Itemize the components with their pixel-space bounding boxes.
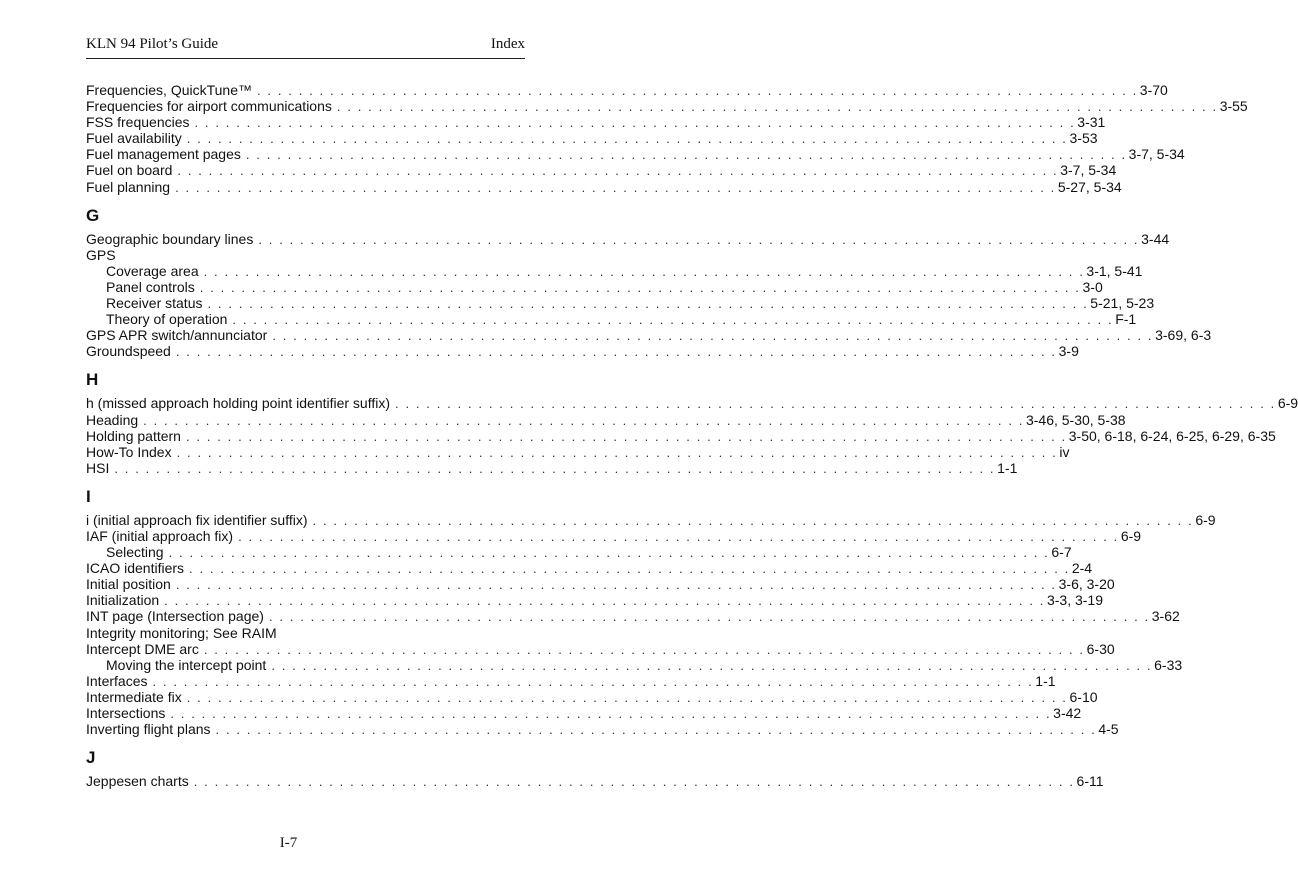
entry-term: Geographic boundary lines [86,230,254,247]
entry-pages: 6-9 [1120,527,1142,544]
entry-term: Theory of operation [106,311,228,328]
entry-pages: 3-6, 3-20 [1058,576,1115,593]
index-subentry [86,278,1103,295]
entry-term: Fuel availability [86,130,182,147]
entry-term: Intermediate fix [86,688,182,705]
index-entry [86,146,1185,163]
entry-term: Holding pattern [86,427,181,444]
entry-term: Intersections [86,705,166,721]
entry-term: Frequencies, QuickTune™ [86,82,252,98]
entry-term: Jeppesen charts [86,773,189,790]
index-entry [86,130,1098,147]
index-entry [86,427,1276,444]
index-entry [86,705,1082,721]
index-subentry [86,311,1137,328]
index-entry [86,411,1126,428]
index-entry [86,327,1212,344]
section-letter: G [86,205,100,225]
entry-pages: iv [1059,443,1070,460]
entry-pages: 5-27, 5-34 [1057,178,1122,195]
dot-leader: . . . . . . . . . . . . . . . . . . . . . . . . . . . . . . . . . . . . . . . . . . . . . . . . . . . . . . . . . . . . . . . . . . . . . . . . . . . . . . . . . . . . . [164,593,1045,609]
entry-term: FSS frequencies [86,114,190,131]
dot-leader: . . . . . . . . . . . . . . . . . . . . . . . . . . . . . . . . . . . . . . . . . . . . . . . . . . . . . . . . . . . . . . . . . . . . . . . . . . . . . . . . . . . . . [143,412,1024,428]
entry-pages: 6-10 [1069,688,1098,705]
entry-term: Fuel management pages [86,146,241,163]
dot-leader: . . . . . . . . . . . . . . . . . . . . . . . . . . . . . . . . . . . . . . . . . . . . . . . . . . . . . . . . . . . . . . . . . . . . . . . . . . . . . . . . . . . . . [257,83,1138,98]
entry-term: Fuel planning [86,178,171,195]
entry-term: GPS [86,246,116,263]
entry-pages: 3-50, 6-18, 6-24, 6-25, 6-29, 6-35 [1068,427,1276,444]
dot-leader: . . . . . . . . . . . . . . . . . . . . . . . . . . . . . . . . . . . . . . . . . . . . . . . . . . . . . . . . . . . . . . . . . . . . . . . . . . . . . . . . . . . . . [312,512,1194,528]
index-entry [86,721,1119,738]
index-entry [86,640,1115,657]
entry-term: h (missed approach holding point identifier suffix) [86,395,391,412]
index-subentry [86,295,1155,312]
entry-term: INT page (Intersection page) [86,608,264,625]
entry-term: Integrity monitoring; See RAIM [86,624,277,641]
dot-leader: . . . . . . . . . . . . . . . . . . . . . . . . . . . . . . . . . . . . . . . . . . . . . . . . . . . . . . . . . . . . . . . . . . . . . . . . . . . . . . . . . . . . . [268,609,1150,625]
index-entry [86,672,1056,689]
index-list [86,82,1298,790]
dot-leader: . . . . . . . . . . . . . . . . . . . . . . . . . . . . . . . . . . . . . . . . . . . . . . . . . . . . . . . . . . . . . . . . . . . . . . . . . . . . . . . . . . . . . [193,774,1075,790]
dot-leader: . . . . . . . . . . . . . . . . . . . . . . . . . . . . . . . . . . . . . . . . . . . . . . . . . . . . . . . . . . . . . . . . . . . . . . . . . . . . . . . . . . . . . [336,99,1218,115]
index-entry [86,98,1248,115]
entry-pages: F-1 [1115,311,1137,328]
entry-pages: 3-3, 3-19 [1046,592,1103,609]
dot-leader: . . . . . . . . . . . . . . . . . . . . . . . . . . . . . . . . . . . . . . . . . . . . . . . . . . . . . . . . . . . . . . . . . . . . . . . . . . . . . . . . . . . . . [186,131,1068,147]
dot-leader: . . . . . . . . . . . . . . . . . . . . . . . . . . . . . . . . . . . . . . . . . . . . . . . . . . . . . . . . . . . . . . . . . . . . . . . . . . . . . . . . . . . . . [271,657,1153,673]
index-entry [86,459,1018,476]
dot-leader: . . . . . . . . . . . . . . . . . . . . . . . . . . . . . . . . . . . . . . . . . . . . . . . . . . . . . . . . . . . . . . . . . . . . . . . . . . . . . . . . . . . . . [207,296,1089,312]
dot-leader: . . . . . . . . . . . . . . . . . . . . . . . . . . . . . . . . . . . . . . . . . . . . . . . . . . . . . . . . . . . . . . . . . . . . . . . . . . . . . . . . . . . . . [168,545,1050,561]
entry-pages: 3-70 [1139,82,1168,98]
dot-leader: . . . . . . . . . . . . . . . . . . . . . . . . . . . . . . . . . . . . . . . . . . . . . . . . . . . . . . . . . . . . . . . . . . . . . . . . . . . . . . . . . . . . . [215,722,1097,738]
guide-title: KLN 94 Pilot’s Guide [86,36,219,52]
entry-term: Fuel on board [86,162,173,179]
entry-pages: 4-5 [1098,721,1119,738]
page-number: I-7 [279,835,298,851]
entry-pages: 3-69, 6-3 [1155,327,1212,344]
entry-pages: 3-46, 5-30, 5-38 [1025,411,1126,428]
entry-pages: 6-11 [1076,773,1104,790]
entry-term: i (initial approach fix identifier suffix) [86,511,308,528]
dot-leader: . . . . . . . . . . . . . . . . . . . . . . . . . . . . . . . . . . . . . . . . . . . . . . . . . . . . . . . . . . . . . . . . . . . . . . . . . . . . . . . . . . . . . [186,689,1068,705]
entry-term: Receiver status [106,295,203,312]
section-letter: H [86,370,99,390]
dot-leader: . . . . . . . . . . . . . . . . . . . . . . . . . . . . . . . . . . . . . . . . . . . . . . . . . . . . . . . . . . . . . . . . . . . . . . . . . . . . . . . . . . . . . [203,263,1085,279]
entry-term: GPS APR switch/annunciator [86,327,268,344]
dot-leader: . . . . . . . . . . . . . . . . . . . . . . . . . . . . . . . . . . . . . . . . . . . . . . . . . . . . . . . . . . . . . . . . . . . . . . . . . . . . . . . . . . . . . [114,460,996,476]
index-entry [86,230,1170,247]
header-section-label: Index [490,36,525,52]
entry-term: IAF (initial approach fix) [86,527,234,544]
index-entry [86,560,1093,577]
dot-leader: . . . . . . . . . . . . . . . . . . . . . . . . . . . . . . . . . . . . . . . . . . . . . . . . . . . . . . . . . . . . . . . . . . . . . . . . . . . . . . . . . . . . . [177,163,1059,179]
index-entry [86,114,1106,131]
entry-pages: 3-55 [1219,98,1248,115]
dot-leader: . . . . . . . . . . . . . . . . . . . . . . . . . . . . . . . . . . . . . . . . . . . . . . . . . . . . . . . . . . . . . . . . . . . . . . . . . . . . . . . . . . . . . [152,673,1034,689]
dot-leader: . . . . . . . . . . . . . . . . . . . . . . . . . . . . . . . . . . . . . . . . . . . . . . . . . . . . . . . . . . . . . . . . . . . . . . . . . . . . . . . . . . . . . [185,428,1067,444]
entry-pages: 3-7, 5-34 [1128,146,1185,163]
dot-leader: . . . . . . . . . . . . . . . . . . . . . . . . . . . . . . . . . . . . . . . . . . . . . . . . . . . . . . . . . . . . . . . . . . . . . . . . . . . . . . . . . . . . . [238,528,1119,544]
entry-pages: 6-33 [1154,656,1183,673]
entry-term: Intercept DME arc [86,640,199,657]
entry-pages: 3-42 [1053,705,1082,721]
entry-pages: 3-1, 5-41 [1086,262,1143,279]
index-entry [86,247,518,263]
dot-leader: . . . . . . . . . . . . . . . . . . . . . . . . . . . . . . . . . . . . . . . . . . . . . . . . . . . . . . . . . . . . . . . . . . . . . . . . . . . . . . . . . . . . . [245,147,1127,163]
dot-leader: . . . . . . . . . . . . . . . . . . . . . . . . . . . . . . . . . . . . . . . . . . . . . . . . . . . . . . . . . . . . . . . . . . . . . . . . . . . . . . . . . . . . . [395,396,1276,412]
dot-leader: . . . . . . . . . . . . . . . . . . . . . . . . . . . . . . . . . . . . . . . . . . . . . . . . . . . . . . . . . . . . . . . . . . . . . . . . . . . . . . . . . . . . . [272,328,1154,344]
entry-pages: 3-0 [1082,278,1103,295]
dot-leader: . . . . . . . . . . . . . . . . . . . . . . . . . . . . . . . . . . . . . . . . . . . . . . . . . . . . . . . . . . . . . . . . . . . . . . . . . . . . . . . . . . . . . [175,344,1057,360]
running-header [86,36,525,59]
dot-leader: . . . . . . . . . . . . . . . . . . . . . . . . . . . . . . . . . . . . . . . . . . . . . . . . . . . . . . . . . . . . . . . . . . . . . . . . . . . . . . . . . . . . . [232,312,1114,328]
entry-pages: 2-4 [1071,560,1093,577]
entry-pages: 1-1 [997,459,1018,476]
entry-pages: 6-9 [1277,395,1298,412]
index-subentry [86,656,1183,673]
entry-term: How-To Index [86,443,172,460]
entry-pages: 5-21, 5-23 [1090,295,1155,312]
entry-pages: 3-53 [1069,130,1098,147]
index-entry [86,443,1070,460]
index-entry [86,178,1122,195]
dot-leader: . . . . . . . . . . . . . . . . . . . . . . . . . . . . . . . . . . . . . . . . . . . . . . . . . . . . . . . . . . . . . . . . . . . . . . . . . . . . . . . . . . . . . [170,706,1052,721]
section-letter: I [86,486,91,506]
dot-leader: . . . . . . . . . . . . . . . . . . . . . . . . . . . . . . . . . . . . . . . . . . . . . . . . . . . . . . . . . . . . . . . . . . . . . . . . . . . . . . . . . . . . . [203,641,1085,657]
index-entry [86,527,1142,544]
index-subentry [86,544,1072,561]
index-entry [86,625,518,641]
dot-leader: . . . . . . . . . . . . . . . . . . . . . . . . . . . . . . . . . . . . . . . . . . . . . . . . . . . . . . . . . . . . . . . . . . . . . . . . . . . . . . . . . . . . . [258,231,1140,247]
dot-leader: . . . . . . . . . . . . . . . . . . . . . . . . . . . . . . . . . . . . . . . . . . . . . . . . . . . . . . . . . . . . . . . . . . . . . . . . . . . . . . . . . . . . . [175,179,1056,195]
entry-pages: 1-1 [1035,672,1056,689]
index-entry [86,82,1168,98]
index-entry [86,395,1298,412]
index-entry [86,511,1216,528]
entry-pages: 3-44 [1141,230,1170,247]
entry-term: Selecting [106,544,164,561]
entry-term: Initial position [86,576,171,593]
dot-leader: . . . . . . . . . . . . . . . . . . . . . . . . . . . . . . . . . . . . . . . . . . . . . . . . . . . . . . . . . . . . . . . . . . . . . . . . . . . . . . . . . . . . . [194,115,1076,131]
entry-pages: 3-7, 5-34 [1060,162,1117,179]
entry-pages: 6-30 [1086,640,1115,657]
entry-term: ICAO identifiers [86,560,185,577]
entry-term: Groundspeed [86,343,171,360]
index-entry [86,576,1115,593]
entry-pages: 6-9 [1195,511,1216,528]
dot-leader: . . . . . . . . . . . . . . . . . . . . . . . . . . . . . . . . . . . . . . . . . . . . . . . . . . . . . . . . . . . . . . . . . . . . . . . . . . . . . . . . . . . . . [189,561,1070,577]
entry-pages: 3-62 [1151,608,1180,625]
index-subentry [86,262,1143,279]
entry-pages: 6-7 [1051,544,1072,561]
index-entry [86,773,1104,790]
entry-pages: 3-31 [1077,114,1106,131]
index-entry [86,343,1079,360]
dot-leader: . . . . . . . . . . . . . . . . . . . . . . . . . . . . . . . . . . . . . . . . . . . . . . . . . . . . . . . . . . . . . . . . . . . . . . . . . . . . . . . . . . . . . [175,577,1057,593]
index-entry [86,592,1103,609]
index-entry [86,688,1098,705]
entry-pages: 3-9 [1058,343,1079,360]
index-entry [86,608,1180,625]
entry-term: Interfaces [86,672,148,689]
section-letter: J [86,748,96,768]
entry-term: Panel controls [106,278,195,295]
entry-term: Frequencies for airport communications [86,98,332,115]
dot-leader: . . . . . . . . . . . . . . . . . . . . . . . . . . . . . . . . . . . . . . . . . . . . . . . . . . . . . . . . . . . . . . . . . . . . . . . . . . . . . . . . . . . . . [199,279,1081,295]
entry-term: Moving the intercept point [106,656,267,673]
entry-term: Initialization [86,592,160,609]
entry-term: HSI [86,459,110,476]
entry-term: Heading [86,411,139,428]
entry-term: Coverage area [106,262,199,279]
entry-term: Inverting flight plans [86,721,211,738]
dot-leader: . . . . . . . . . . . . . . . . . . . . . . . . . . . . . . . . . . . . . . . . . . . . . . . . . . . . . . . . . . . . . . . . . . . . . . . . . . . . . . . . . . . . . [176,444,1058,460]
index-entry [86,162,1117,179]
